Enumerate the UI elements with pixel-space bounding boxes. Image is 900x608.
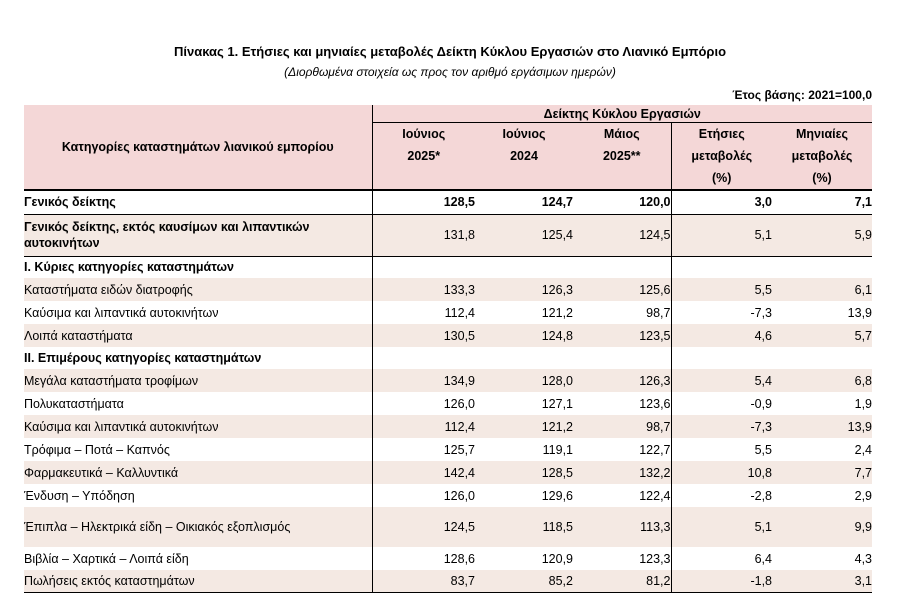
table-row <box>24 278 872 301</box>
cell-monthly-change: 13,9 <box>847 305 873 320</box>
empty-cell <box>573 347 671 369</box>
cell-monthly-change: 7,7 <box>772 461 872 484</box>
cell-may-2025: 132,2 <box>573 461 671 484</box>
row-category: Καύσιμα και λιπαντικά αυτοκινήτων <box>24 301 372 324</box>
cell-june-2024: 118,5 <box>475 507 573 547</box>
cell-monthly-change: 2,9 <box>854 488 873 503</box>
header-annual-change <box>671 123 772 191</box>
cell-june-2024: 128,0 <box>475 369 573 392</box>
row-category: Λοιπά καταστήματα <box>24 324 372 347</box>
cell-june-2025: 131,8 <box>372 214 475 256</box>
cell-may-2025: 120,0 <box>573 190 671 214</box>
header-may-2025 <box>573 123 671 191</box>
cell-annual-change: -0,9 <box>671 392 772 415</box>
cell-annual-change: 3,0 <box>671 190 772 214</box>
cell-monthly-change: 13,9 <box>772 415 872 438</box>
cell-june-2025: 124,5 <box>372 507 475 547</box>
cell-monthly-change: 6,8 <box>772 369 872 392</box>
cell-monthly-change: 2,4 <box>854 442 873 457</box>
cell-may-2025: 113,3 <box>573 507 671 547</box>
empty-cell <box>475 256 573 278</box>
table-row <box>24 484 872 507</box>
cell-monthly-change: 3,1 <box>772 570 872 592</box>
section-row <box>24 347 872 369</box>
cell-june-2024: 85,2 <box>475 570 573 592</box>
cell-may-2025: 126,3 <box>573 369 671 392</box>
row-category: Γενικός δείκτης <box>24 190 372 214</box>
cell-may-2025: 125,6 <box>573 278 671 301</box>
header-line: Ετήσιες <box>698 127 745 141</box>
cell-june-2024: 120,9 <box>541 551 573 566</box>
header-june-2025 <box>372 123 475 191</box>
cell-june-2024: 124,7 <box>475 190 573 214</box>
table-row <box>24 324 872 347</box>
cell-june-2025: 125,7 <box>443 442 475 457</box>
cell-may-2025: 123,6 <box>639 396 671 411</box>
table-subtitle: (Διορθωμένα στοιχεία ως προς τον αριθμό εργάσιμων ημερών) <box>284 65 616 79</box>
row-category: Γενικός δείκτης, εκτός καυσίμων και λιπαντικών αυτοκινήτων <box>24 214 372 256</box>
row-category: Πωλήσεις εκτός καταστημάτων <box>24 570 372 592</box>
section-heading: I. Κύριες κατηγορίες καταστημάτων <box>24 256 372 278</box>
empty-cell <box>671 347 772 369</box>
empty-cell <box>772 347 872 369</box>
cell-june-2024: 126,3 <box>475 278 573 301</box>
cell-monthly-change: 5,7 <box>772 324 872 347</box>
cell-june-2024: 127,1 <box>541 396 573 411</box>
cell-june-2025: 134,9 <box>372 369 475 392</box>
row-category: Ένδυση – Υπόδηση <box>24 484 372 507</box>
retail-turnover-table <box>24 105 872 593</box>
cell-june-2025: 126,0 <box>443 396 475 411</box>
cell-june-2025: 112,4 <box>444 305 475 320</box>
header-line: Ιούνιος <box>402 127 446 141</box>
cell-june-2024: 121,2 <box>541 305 573 320</box>
cell-annual-change: 5,5 <box>671 278 772 301</box>
header-line: 2025* <box>407 149 441 163</box>
table-row <box>24 214 872 256</box>
header-group: Δείκτης Κύκλου Εργασιών <box>372 105 872 123</box>
header-line: 2024 <box>510 149 538 163</box>
row-category: Μεγάλα καταστήματα τροφίμων <box>24 369 372 392</box>
table-row <box>24 415 872 438</box>
row-category: Πολυκαταστήματα <box>24 392 372 415</box>
cell-annual-change: 5,4 <box>671 369 772 392</box>
section-heading: II. Επιμέρους κατηγορίες καταστημάτων <box>24 347 372 369</box>
row-category: Καταστήματα ειδών διατροφής <box>24 278 372 301</box>
table-row <box>24 438 872 461</box>
cell-june-2024: 125,4 <box>475 214 573 256</box>
cell-annual-change: 6,4 <box>671 547 772 570</box>
header-line: Ιούνιος <box>502 127 546 141</box>
header-line: Μηνιαίες <box>795 127 849 141</box>
cell-may-2025: 123,3 <box>639 551 671 566</box>
cell-monthly-change: 9,9 <box>772 507 872 547</box>
row-category: Βιβλία – Χαρτικά – Λοιπά είδη <box>24 547 372 570</box>
cell-june-2025: 126,0 <box>443 488 475 503</box>
cell-june-2025: 142,4 <box>372 461 475 484</box>
header-line: μεταβολές <box>691 149 753 163</box>
cell-june-2025: 130,5 <box>372 324 475 347</box>
cell-annual-change: 4,6 <box>671 324 772 347</box>
row-category: Καύσιμα και λιπαντικά αυτοκινήτων <box>24 415 372 438</box>
header-line: (%) <box>712 171 732 185</box>
cell-monthly-change: 1,9 <box>854 396 873 411</box>
cell-monthly-change: 5,9 <box>772 214 872 256</box>
header-line: 2025** <box>602 149 641 163</box>
cell-june-2025: 112,4 <box>372 415 475 438</box>
table-row <box>24 301 872 324</box>
cell-june-2024: 129,6 <box>541 488 573 503</box>
cell-may-2025: 81,2 <box>573 570 671 592</box>
cell-annual-change: 5,1 <box>671 507 772 547</box>
empty-cell <box>671 256 772 278</box>
cell-june-2024: 124,8 <box>475 324 573 347</box>
empty-cell <box>772 256 872 278</box>
cell-annual-change: 5,1 <box>671 214 772 256</box>
table-row <box>24 190 872 214</box>
cell-annual-change: 5,5 <box>671 438 772 461</box>
cell-may-2025: 122,4 <box>639 488 671 503</box>
cell-june-2025: 128,5 <box>372 190 475 214</box>
cell-monthly-change: 6,1 <box>772 278 872 301</box>
section-row <box>24 256 872 278</box>
cell-annual-change: -7,3 <box>671 301 772 324</box>
empty-cell <box>372 256 475 278</box>
empty-cell <box>475 347 573 369</box>
cell-may-2025: 98,7 <box>646 305 671 320</box>
cell-june-2024: 128,5 <box>475 461 573 484</box>
table-row <box>24 461 872 484</box>
header-june-2024 <box>475 123 573 191</box>
cell-june-2025: 133,3 <box>372 278 475 301</box>
cell-may-2025: 122,7 <box>639 442 671 457</box>
cell-june-2025: 83,7 <box>372 570 475 592</box>
header-line: Μάιος <box>603 127 640 141</box>
cell-june-2024: 121,2 <box>475 415 573 438</box>
row-category: Φαρμακευτικά – Καλλυντικά <box>24 461 372 484</box>
row-category: Έπιπλα – Ηλεκτρικά είδη – Οικιακός εξοπλισμός <box>24 507 372 547</box>
cell-june-2024: 119,1 <box>542 442 573 457</box>
cell-annual-change: -2,8 <box>671 484 772 507</box>
table-title: Πίνακας 1. Ετήσιες και μηνιαίες μεταβολές Δείκτη Κύκλου Εργασιών στο Λιανικό Εμπόριο <box>173 44 727 59</box>
cell-annual-change: 10,8 <box>671 461 772 484</box>
table-row <box>24 570 872 592</box>
header-line: (%) <box>812 171 832 185</box>
cell-annual-change: -1,8 <box>671 570 772 592</box>
table-row <box>24 369 872 392</box>
table-row <box>24 547 872 570</box>
empty-cell <box>573 256 671 278</box>
table-row <box>24 507 872 547</box>
header-monthly-change <box>772 123 872 191</box>
empty-cell <box>372 347 475 369</box>
cell-annual-change: -7,3 <box>671 415 772 438</box>
header-category: Κατηγορίες καταστημάτων λιανικού εμπορίου <box>24 105 372 190</box>
header-line: μεταβολές <box>791 149 853 163</box>
cell-monthly-change: 7,1 <box>772 190 872 214</box>
cell-may-2025: 124,5 <box>573 214 671 256</box>
base-year-note: Έτος βάσης: 2021=100,0 <box>732 88 872 102</box>
cell-june-2025: 128,6 <box>443 551 475 566</box>
table-row <box>24 392 872 415</box>
row-category: Τρόφιμα – Ποτά – Καπνός <box>24 438 372 461</box>
cell-may-2025: 123,5 <box>573 324 671 347</box>
cell-monthly-change: 4,3 <box>854 551 873 566</box>
cell-may-2025: 98,7 <box>573 415 671 438</box>
